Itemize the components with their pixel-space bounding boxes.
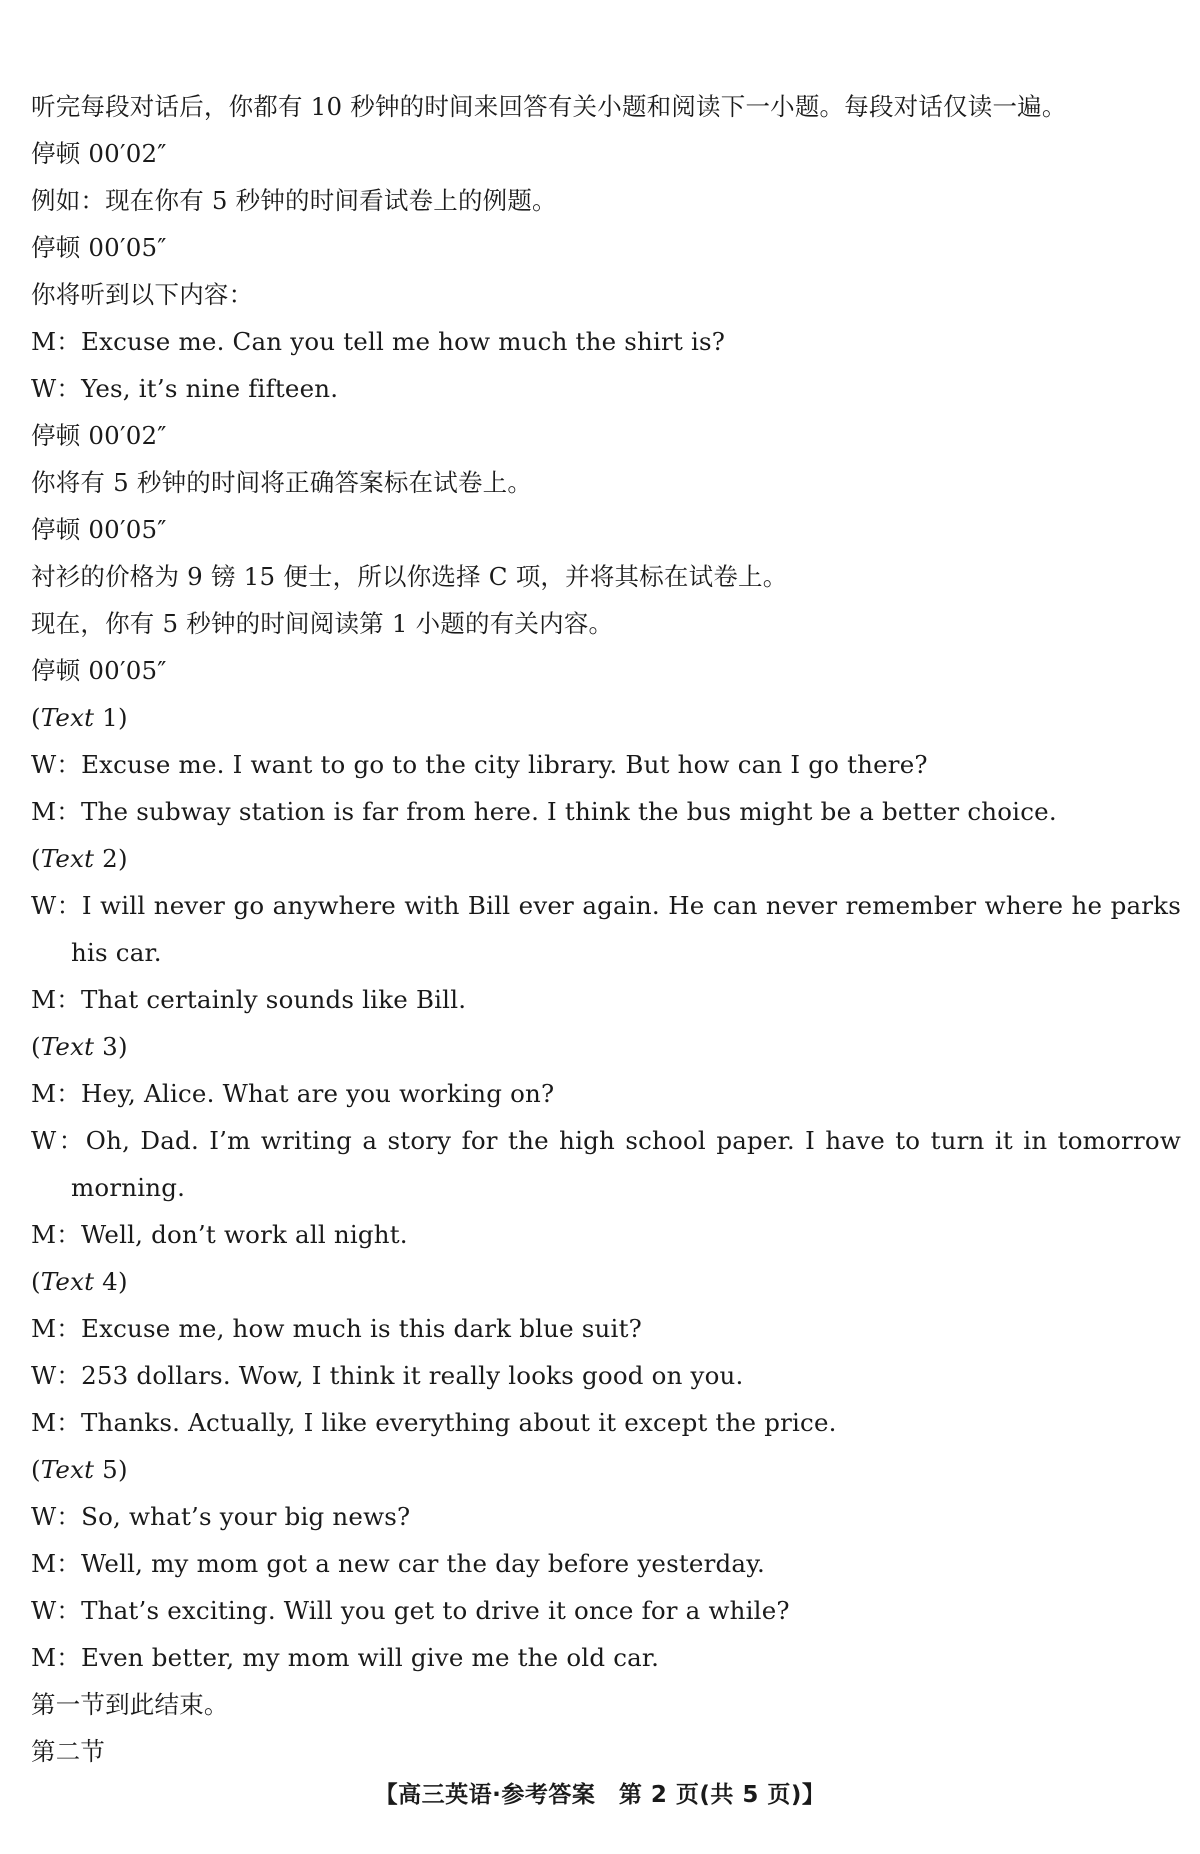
- label-number: 2): [94, 844, 128, 873]
- label-paren: (: [31, 1032, 41, 1061]
- transcript-line: M：Excuse me, how much is this dark blue suit?: [31, 1314, 642, 1343]
- transcript-line: 你将有 5 秒钟的时间将正确答案标在试卷上。: [31, 468, 533, 497]
- transcript-line: M：Excuse me. Can you tell me how much the shirt is?: [31, 327, 726, 356]
- label-number: 4): [94, 1267, 128, 1296]
- transcript-line: 停顿 00′05″: [31, 515, 167, 544]
- transcript-line: 你将听到以下内容：: [31, 280, 254, 309]
- label-number: 3): [94, 1032, 128, 1061]
- transcript-line: W：Oh, Dad. I’m writing a story for the high school paper. I have to turn it in tomorrow morning.: [31, 1126, 1181, 1202]
- transcript-line: M：Well, my mom got a new car the day before yesterday.: [31, 1549, 765, 1578]
- transcript-line: M：The subway station is far from here. I think the bus might be a better choice.: [31, 797, 1057, 826]
- transcript-line: W：Yes, it’s nine fifteen.: [31, 374, 339, 403]
- transcript-line: M：Thanks. Actually, I like everything about it except the price.: [31, 1408, 837, 1437]
- label-word: Text: [40, 1032, 95, 1061]
- label-word: Text: [40, 1455, 95, 1484]
- transcript-line: W：253 dollars. Wow, I think it really looks good on you.: [31, 1361, 744, 1390]
- transcript-line: 停顿 00′02″: [31, 421, 167, 450]
- section-label: [31, 1023, 1181, 1070]
- transcript-line: W：I will never go anywhere with Bill ever again. He can never remember where he parks his car.: [31, 891, 1181, 967]
- transcript-line: 听完每段对话后，你都有 10 秒钟的时间来回答有关小题和阅读下一小题。每段对话仅读一遍。: [31, 92, 1067, 121]
- label-paren: (: [31, 703, 41, 732]
- label-number: 5): [94, 1455, 128, 1484]
- transcript-line: M：Even better, my mom will give me the old car.: [31, 1643, 660, 1672]
- transcript-line: M：Well, don’t work all night.: [31, 1220, 408, 1249]
- transcript-line: M：Hey, Alice. What are you working on?: [31, 1079, 555, 1108]
- transcript-line: 第一节到此结束。: [31, 1690, 229, 1719]
- transcript-line: W：That’s exciting. Will you get to drive it once for a while?: [31, 1596, 790, 1625]
- label-word: Text: [40, 703, 95, 732]
- label-number: 1): [94, 703, 128, 732]
- section-label: [31, 694, 1181, 741]
- section-label: [31, 1258, 1181, 1305]
- transcript-line: 第二节: [31, 1737, 106, 1766]
- transcript-body: [31, 83, 1181, 1775]
- section-label: [31, 835, 1181, 882]
- transcript-line: 停顿 00′05″: [31, 233, 167, 262]
- label-paren: (: [31, 1267, 41, 1296]
- label-paren: (: [31, 1455, 41, 1484]
- transcript-line: W：So, what’s your big news?: [31, 1502, 411, 1531]
- label-paren: (: [31, 844, 41, 873]
- label-word: Text: [40, 1267, 95, 1296]
- transcript-line: W：Excuse me. I want to go to the city library. But how can I go there?: [31, 750, 928, 779]
- transcript-line: 停顿 00′02″: [31, 139, 167, 168]
- transcript-line: 现在，你有 5 秒钟的时间阅读第 1 小题的有关内容。: [31, 609, 614, 638]
- transcript-line: 衬衫的价格为 9 镑 15 便士，所以你选择 C 项，并将其标在试卷上。: [31, 562, 788, 591]
- transcript-line: 停顿 00′05″: [31, 656, 167, 685]
- transcript-line: 例如：现在你有 5 秒钟的时间看试卷上的例题。: [31, 186, 557, 215]
- section-label: [31, 1446, 1181, 1493]
- label-word: Text: [40, 844, 95, 873]
- transcript-line: M：That certainly sounds like Bill.: [31, 985, 467, 1014]
- page-footer: 【高三英语·参考答案 第 2 页(共 5 页)】: [374, 1782, 826, 1808]
